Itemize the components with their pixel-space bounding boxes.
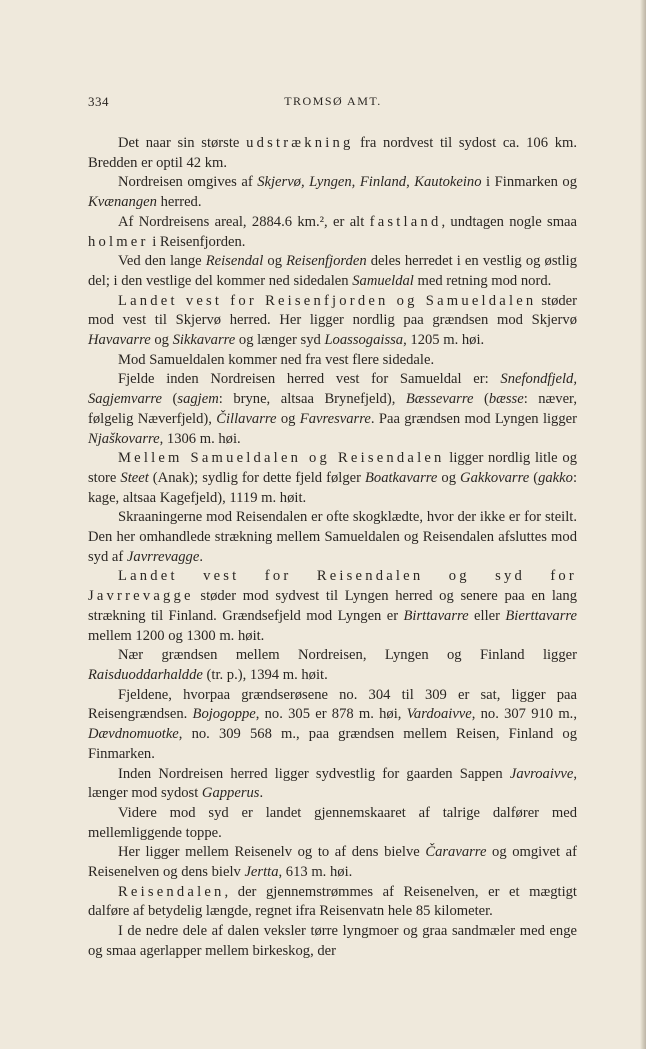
italic-term: Gakkovarre — [460, 469, 530, 486]
text-run: i Reisenfjorden. — [148, 233, 246, 250]
paragraph — [88, 292, 577, 351]
text-run: , der gjennemstrømmes af Reisenelven, er et mægtigt dalføre af betydelig længde, regnet ifra Reisenvatn hele 85 kilometer. — [88, 883, 577, 920]
italic-term: Favresvarre — [299, 410, 371, 427]
paragraph — [88, 508, 577, 567]
text-run: støder mod vest til Skjervø herred. Her ligger nordlig paa grændsen mod Skjervø — [88, 292, 577, 329]
spaced-term: udstrækning — [246, 135, 354, 151]
text-run: og — [150, 332, 173, 349]
text-run: ( — [473, 391, 489, 408]
text-run: , no. 305 er 878 m. høi, — [255, 706, 407, 723]
text-run: Skraaningerne mod Reisendalen er ofte skogklædte, hvor der ikke er for steilt. Den her omhandlede strækning mellem Samueldalen og Reisendalen afsluttes mod syd af — [88, 509, 577, 565]
paragraph — [88, 173, 577, 212]
text-run: Inden Nordreisen herred ligger sydvestlig for gaarden Sappen — [118, 765, 510, 782]
text-run: mellem 1200 og 1300 m. høit. — [88, 627, 265, 644]
spaced-term: Mellem Samueldalen og Reisendalen — [118, 450, 445, 467]
text-run: Ved den lange — [118, 253, 206, 270]
italic-term: Birttavarre — [403, 607, 469, 624]
text-run: , no. 307 910 m., — [471, 706, 577, 723]
page-number: 334 — [88, 94, 109, 109]
paragraph — [88, 567, 577, 646]
text-run: Nordreisen omgives af — [118, 174, 258, 191]
paragraph — [88, 804, 577, 843]
italic-term: Gapperus — [201, 785, 260, 802]
body-text — [88, 134, 577, 962]
italic-term: Njaškovarre — [88, 430, 160, 447]
text-run: ligger nordlig litle og store — [88, 450, 577, 486]
text-run: Her ligger mellem Reisenelv og to af dens bielve — [118, 844, 426, 861]
italic-term: Loassogaissa — [324, 332, 404, 349]
text-run: , 613 m. høi. — [278, 864, 353, 881]
paragraph — [88, 686, 577, 765]
paragraph — [88, 370, 577, 449]
text-run: , 1205 m. høi. — [403, 332, 485, 349]
italic-term: Sikkavarre — [172, 332, 236, 349]
text-run: og — [276, 410, 300, 427]
text-run: og omgivet af Reisenelven og dens bielv — [88, 844, 577, 881]
text-run: herred. — [156, 194, 202, 211]
italic-term: Havavarre — [88, 332, 151, 349]
italic-term: Bæssevarre — [405, 391, 474, 408]
text-run: Fjelde inden Nordreisen herred vest for Samueldal er: — [118, 371, 501, 388]
italic-term: sagjem — [177, 391, 219, 408]
italic-term: Raisduoddarhaldde — [88, 666, 203, 683]
paragraph — [88, 765, 577, 804]
text-run: . Paa grændsen mod Lyngen ligger — [370, 410, 577, 427]
text-run: fra nordvest til sydost ca. 106 km. Bredden er optil 42 km. — [88, 135, 577, 171]
text-run: deles herredet i en vestlig og østlig del; i den vestlige del kommer ned sidedalen — [88, 253, 577, 289]
paragraph — [88, 252, 577, 291]
text-run: med retning mod nord. — [413, 272, 552, 289]
italic-term: Steet — [120, 469, 149, 486]
italic-term: Čillavarre — [216, 410, 277, 427]
paragraph — [88, 134, 577, 173]
italic-term: Skjervø, Lyngen, Finland, Kautokeino — [257, 174, 482, 191]
italic-term: Javroaivve — [509, 765, 574, 782]
italic-term: Vardoaivve — [406, 706, 472, 723]
text-run: Det naar sin største — [118, 135, 247, 151]
text-run: Videre mod syd er landet gjennemskaaret af talrige dalfører med mellemliggende toppe. — [88, 804, 577, 841]
spaced-term: Reisendalen — [118, 883, 225, 900]
paragraph — [88, 449, 577, 508]
running-title: TROMSØ AMT. — [284, 94, 382, 108]
paragraph — [88, 922, 577, 961]
italic-term: Samueldal — [352, 272, 414, 289]
page-header — [88, 94, 578, 116]
text-run: . — [259, 785, 264, 802]
text-run: I de nedre dele af dalen veksler tørre lyngmoer og graa sandmæler med enge og smaa agerlapper mellem birkeskog, der — [88, 923, 577, 959]
text-run: støder mod sydvest til Lyngen herred og senere paa en lang strækning til Finland. Grændsefjeld mod Lyngen er — [88, 588, 577, 624]
text-run: og — [263, 253, 287, 270]
text-run: . — [199, 548, 203, 565]
text-run: : bryne, altsaa Brynefjeld), — [218, 391, 406, 408]
text-run: , undtagen nogle smaa — [441, 213, 578, 230]
text-run: , no. 309 568 m., paa grændsen mellem Reisen, Finland og Finmarken. — [88, 726, 577, 762]
text-run: ( — [529, 469, 539, 486]
text-run: ( — [162, 391, 178, 408]
paragraph — [88, 843, 577, 882]
paragraph — [88, 646, 577, 685]
text-run: , 1306 m. høi. — [159, 430, 241, 447]
italic-term: Boatkavarre — [364, 469, 438, 486]
italic-term: gakko — [538, 469, 573, 486]
text-run: Af Nordreisens areal, 2884.6 km.², er alt — [118, 213, 370, 230]
text-run: Fjeldene, hvorpaa grændserøsene no. 304 til 309 er sat, ligger paa Reisengrændsen. — [88, 686, 577, 723]
italic-term: Javrrevagge — [126, 548, 200, 565]
text-run: : næver, følgelig Næverfjeld), — [88, 391, 577, 427]
text-run: (Anak); sydlig for dette fjeld følger — [148, 469, 365, 486]
italic-term: bæsse — [488, 391, 524, 408]
italic-term: Bojogoppe — [192, 706, 256, 723]
italic-term: Jertta — [244, 864, 279, 881]
spaced-term: Landet vest for Reisendalen og syd for Javrrevagge — [88, 568, 577, 605]
spaced-term: holmer — [88, 233, 149, 250]
text-run: i Finmarken og — [481, 174, 577, 191]
paragraph — [88, 883, 577, 922]
italic-term: Reisendal — [205, 253, 264, 270]
text-run: Nær grændsen mellem Nordreisen, Lyngen og Finland ligger — [118, 647, 577, 664]
page-edge-shadow — [640, 0, 646, 1049]
text-run: : kage, altsaa Kagefjeld), 1119 m. høit. — [88, 469, 577, 506]
text-run: eller — [468, 607, 506, 624]
italic-term: Snefondfjeld, Sagjemvarre — [88, 371, 577, 408]
italic-term: Čaravarre — [425, 844, 487, 861]
italic-term: Bierttavarre — [505, 607, 577, 624]
text-run: (tr. p.), 1394 m. høit. — [202, 666, 328, 683]
text-run: og — [437, 469, 461, 486]
italic-term: Dævdnomuotke — [88, 726, 179, 743]
text-run: , længer mod sydost — [88, 765, 577, 802]
text-run: og længer syd — [235, 332, 325, 349]
spaced-term: Landet vest for Reisenfjorden og Samueldalen — [118, 292, 537, 309]
italic-term: Reisenfjorden — [286, 253, 367, 270]
paragraph — [88, 351, 577, 371]
text-run: Mod Samueldalen kommer ned fra vest flere sidedale. — [118, 351, 435, 368]
spaced-term: fastland — [369, 213, 442, 230]
italic-term: Kvænangen — [88, 194, 157, 211]
paragraph — [88, 213, 577, 252]
